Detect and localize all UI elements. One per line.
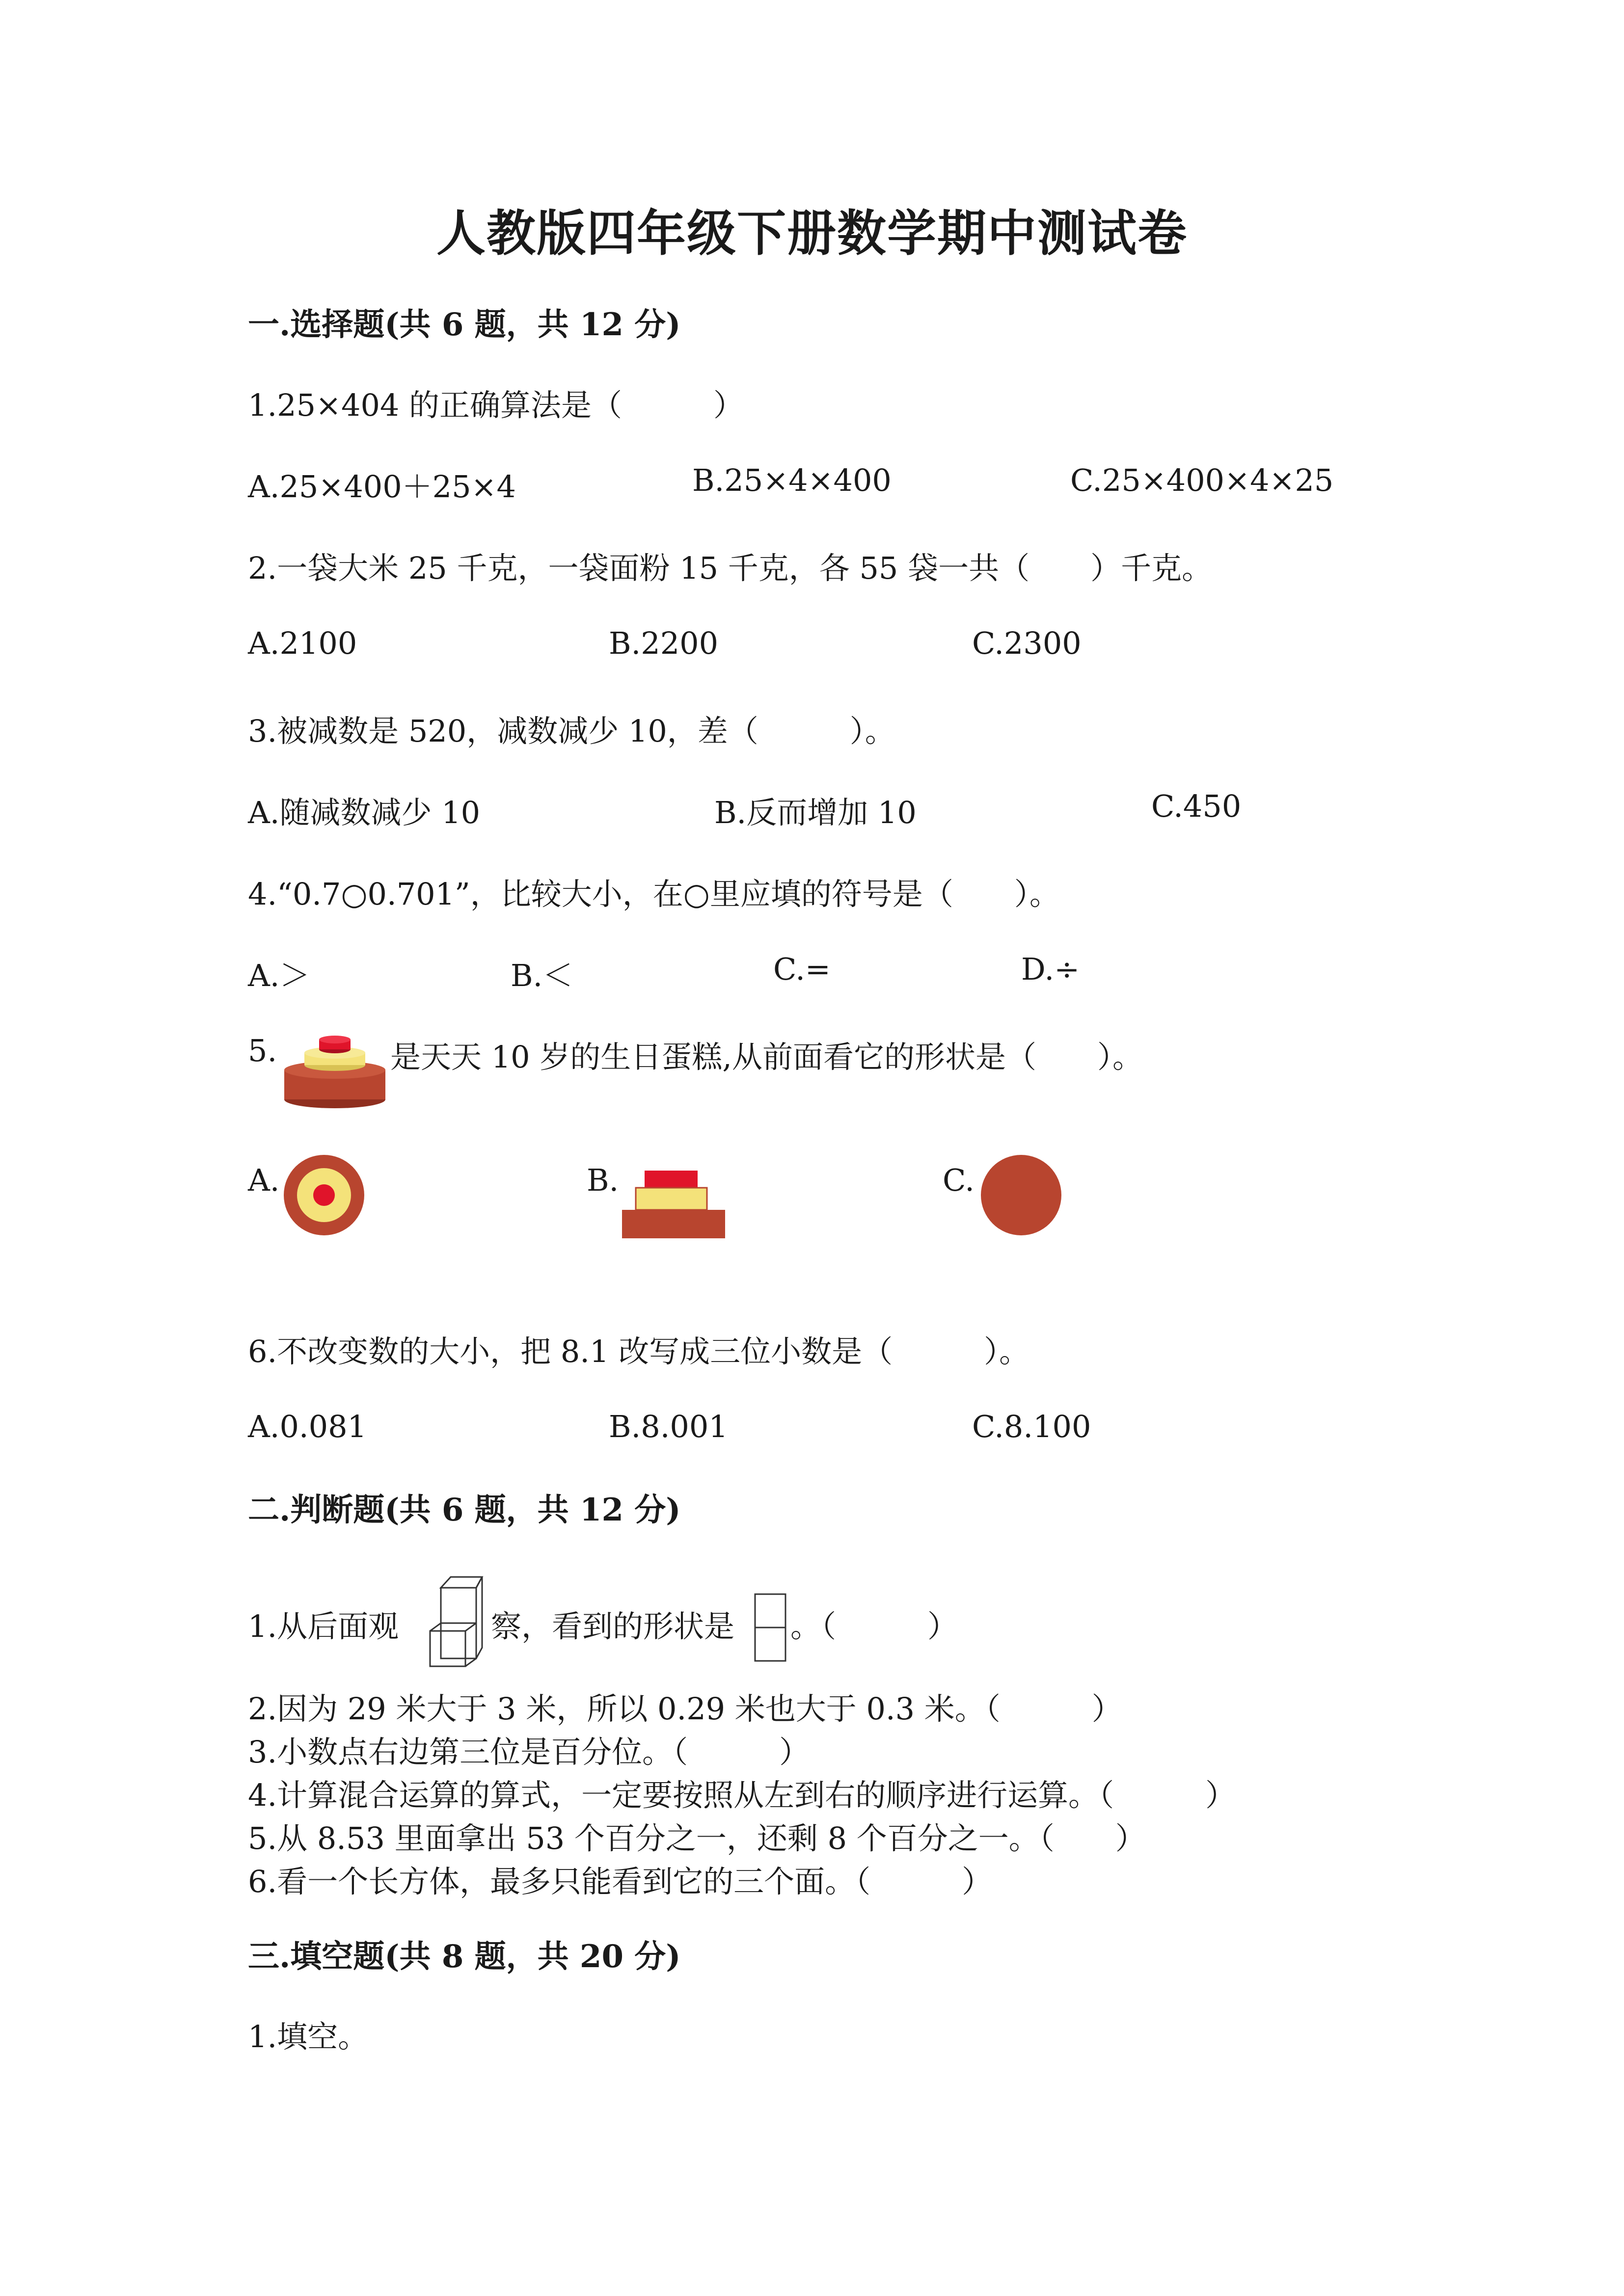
question-1-1: 1.25×404 的正确算法是（ ） [248,387,744,423]
question-2-4: 4.计算混合运算的算式，一定要按照从左到右的顺序进行运算。（ ） [248,1777,1236,1813]
section-header-choice: 一.选择题(共 6 题，共 12 分) [248,306,681,343]
option-a-top-view-image [282,1153,366,1237]
question-1-4: 4.“0.7○0.701”，比较大小，在○里应填的符号是（ ）。 [248,876,1060,912]
question-2-2: 2.因为 29 米大于 3 米，所以 0.29 米也大于 0.3 米。（ ） [248,1691,1122,1727]
q1-4-option-d: D.÷ [1021,951,1080,987]
option-b-front-view-image [621,1171,727,1239]
q1-3-option-c: C.450 [1151,788,1242,824]
q1-5-option-b: B. [587,1162,619,1198]
q1-1-option-a: A.25×400＋25×4 [248,469,516,505]
cube-stack-image [428,1573,485,1669]
q1-2-option-b: B.2200 [609,625,719,661]
q1-4-option-c: C.= [773,951,831,987]
q1-6-option-b: B.8.001 [609,1409,728,1444]
q1-4-option-a: A.＞ [248,958,310,993]
q1-5-option-c: C. [943,1162,974,1198]
q1-5-option-a: A. [248,1162,280,1198]
question-2-3: 3.小数点右边第三位是百分位。（ ） [248,1734,810,1770]
question-3-1: 1.填空。 [248,2019,369,2055]
q1-1-option-c: C.25×400×4×25 [1070,462,1334,498]
question-1-2: 2.一袋大米 25 千克，一袋面粉 15 千克，各 55 袋一共（ ）千克。 [248,550,1213,586]
q1-6-option-c: C.8.100 [972,1409,1091,1444]
question-1-5-number: 5. [248,1033,277,1068]
birthday-cake-image [282,1031,388,1112]
question-1-6: 6.不改变数的大小，把 8.1 改写成三位小数是（ ）。 [248,1334,1030,1369]
q1-6-option-a: A.0.081 [248,1409,367,1444]
q1-1-option-b: B.25×4×400 [692,462,892,498]
question-2-6: 6.看一个长方体，最多只能看到它的三个面。（ ） [248,1864,993,1899]
question-2-5: 5.从 8.53 里面拿出 53 个百分之一，还剩 8 个百分之一。（ ） [248,1820,1146,1856]
question-2-1-mid: 察，看到的形状是 [491,1608,735,1644]
q1-3-option-a: A.随减数减少 10 [248,795,481,830]
q1-2-option-a: A.2100 [248,625,357,661]
question-2-1-post: 。（ ） [790,1608,958,1644]
question-1-5-text: 是天天 10 岁的生日蛋糕,从前面看它的形状是（ ）。 [390,1039,1143,1075]
q1-3-option-b: B.反而增加 10 [714,795,917,830]
question-1-3: 3.被减数是 520，减数减少 10，差（ ）。 [248,713,895,749]
q1-4-option-b: B.＜ [511,958,573,993]
section-header-judgment: 二.判断题(共 6 题，共 12 分) [248,1492,681,1528]
q1-2-option-c: C.2300 [972,625,1082,661]
section-header-fill-blank: 三.填空题(共 8 题，共 20 分) [248,1938,681,1975]
question-2-1-pre: 1.从后面观 [248,1608,399,1644]
option-c-circle-image [979,1153,1063,1237]
answer-shape-image [754,1593,788,1664]
page-title: 人教版四年级下册数学期中测试卷 [436,204,1188,262]
